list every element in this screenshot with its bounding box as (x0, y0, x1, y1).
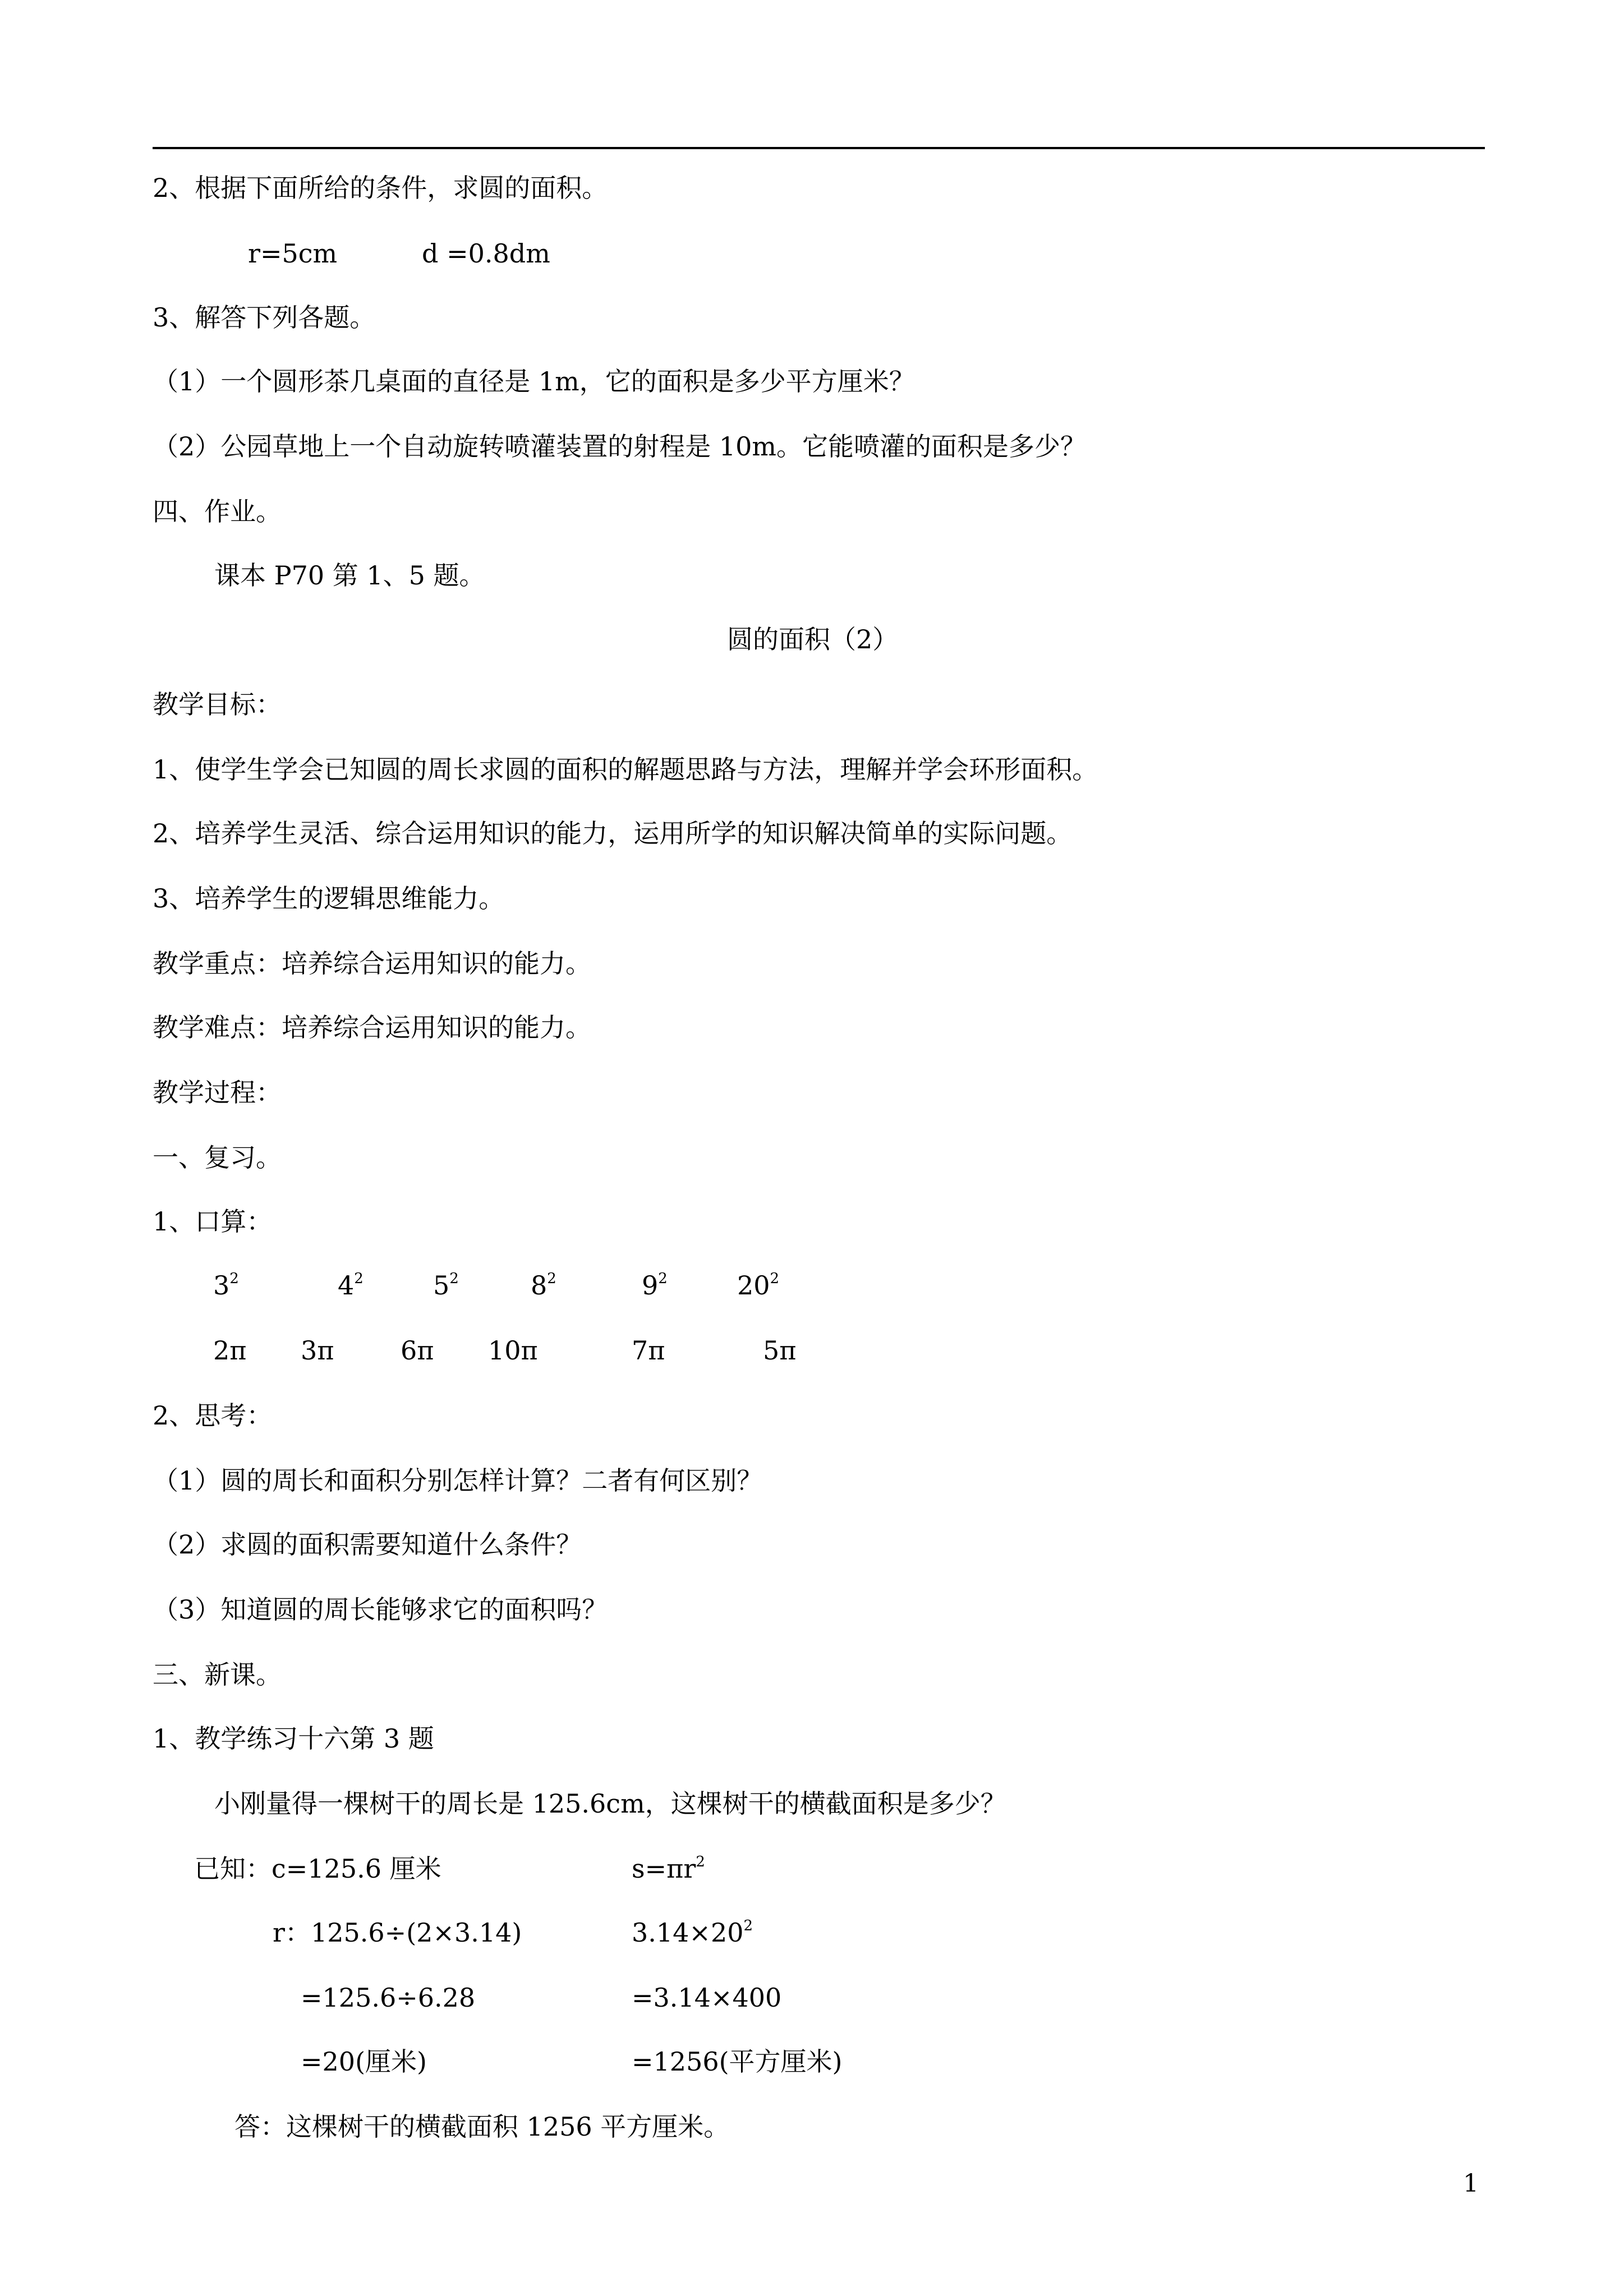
think-q1: （1）圆的周长和面积分别怎样计算？二者有何区别？ (153, 1465, 763, 1496)
think-q3: （3）知道圆的周长能够求它的面积吗？ (153, 1594, 608, 1625)
diameter-given: d =0.8dm (422, 238, 550, 269)
goals-heading: 教学目标： (153, 689, 282, 720)
difficult-point: 教学难点：培养综合运用知识的能力。 (153, 1012, 591, 1043)
area-step-1: $3.14\times 20^2$ (632, 1917, 753, 1948)
square-5: $5^2$ (433, 1270, 459, 1301)
square-9: $9^2$ (642, 1270, 668, 1301)
area-result: =1256(平方厘米) (632, 2046, 843, 2077)
problem-1: （1）一个圆形茶几桌面的直径是 1m，它的面积是多少平方厘米？ (153, 366, 915, 397)
area-step-2: =3.14×400 (632, 1983, 782, 2013)
pi-3: 3π (301, 1335, 334, 1366)
item-3-heading: 3、解答下列各题。 (153, 302, 376, 333)
square-4: $4^2$ (338, 1270, 364, 1301)
area-formula: $s=\pi r^2$ (632, 1854, 705, 1884)
process-heading: 教学过程： (153, 1077, 282, 1108)
header-rule (153, 147, 1485, 149)
radius-step-2: =125.6÷6.28 (301, 1983, 476, 2013)
page-number: 1 (1463, 2169, 1479, 2198)
answer-line: 答：这棵树干的横截面积 1256 平方厘米。 (234, 2111, 730, 2142)
radius-step-1: r：125.6÷(2×3.14) (273, 1917, 522, 1948)
square-3: $3^2$ (213, 1270, 239, 1301)
radius-result: =20(厘米) (301, 2046, 427, 2077)
exercise-problem: 小刚量得一棵树干的周长是 125.6cm，这棵树干的横截面积是多少？ (214, 1788, 1006, 1819)
pi-2: 2π (213, 1335, 247, 1366)
goal-2: 2、培养学生灵活、综合运用知识的能力，运用所学的知识解决简单的实际问题。 (153, 818, 1073, 849)
think-heading: 2、思考： (153, 1400, 273, 1431)
pi-10: 10π (488, 1335, 538, 1366)
problem-2: （2）公园草地上一个自动旋转喷灌装置的射程是 10m。它能喷灌的面积是多少？ (153, 431, 1087, 462)
homework-text: 课本 P70 第 1、5 题。 (214, 560, 485, 591)
square-20: $20^2$ (737, 1270, 780, 1301)
given-line: 已知：c=125.6 厘米 (194, 1854, 441, 1884)
radius-given: r=5cm (248, 238, 338, 269)
think-q2: （2）求圆的面积需要知道什么条件？ (153, 1529, 582, 1560)
lesson-title: 圆的面积（2） (727, 624, 899, 654)
section-review: 一、复习。 (153, 1142, 282, 1173)
pi-6: 6π (401, 1335, 434, 1366)
item-2-heading: 2、根据下面所给的条件，求圆的面积。 (153, 173, 608, 203)
goal-1: 1、使学生学会已知圆的周长求圆的面积的解题思路与方法，理解并学会环形面积。 (153, 754, 1098, 785)
mental-math-heading: 1、口算： (153, 1206, 273, 1237)
pi-7: 7π (632, 1335, 665, 1366)
key-point: 教学重点：培养综合运用知识的能力。 (153, 948, 591, 979)
square-8: $8^2$ (531, 1270, 556, 1301)
section-new-lesson: 三、新课。 (153, 1659, 282, 1690)
section-homework: 四、作业。 (153, 496, 282, 527)
exercise-heading: 1、教学练习十六第 3 题 (153, 1723, 434, 1754)
goal-3: 3、培养学生的逻辑思维能力。 (153, 883, 505, 914)
pi-5: 5π (763, 1335, 797, 1366)
